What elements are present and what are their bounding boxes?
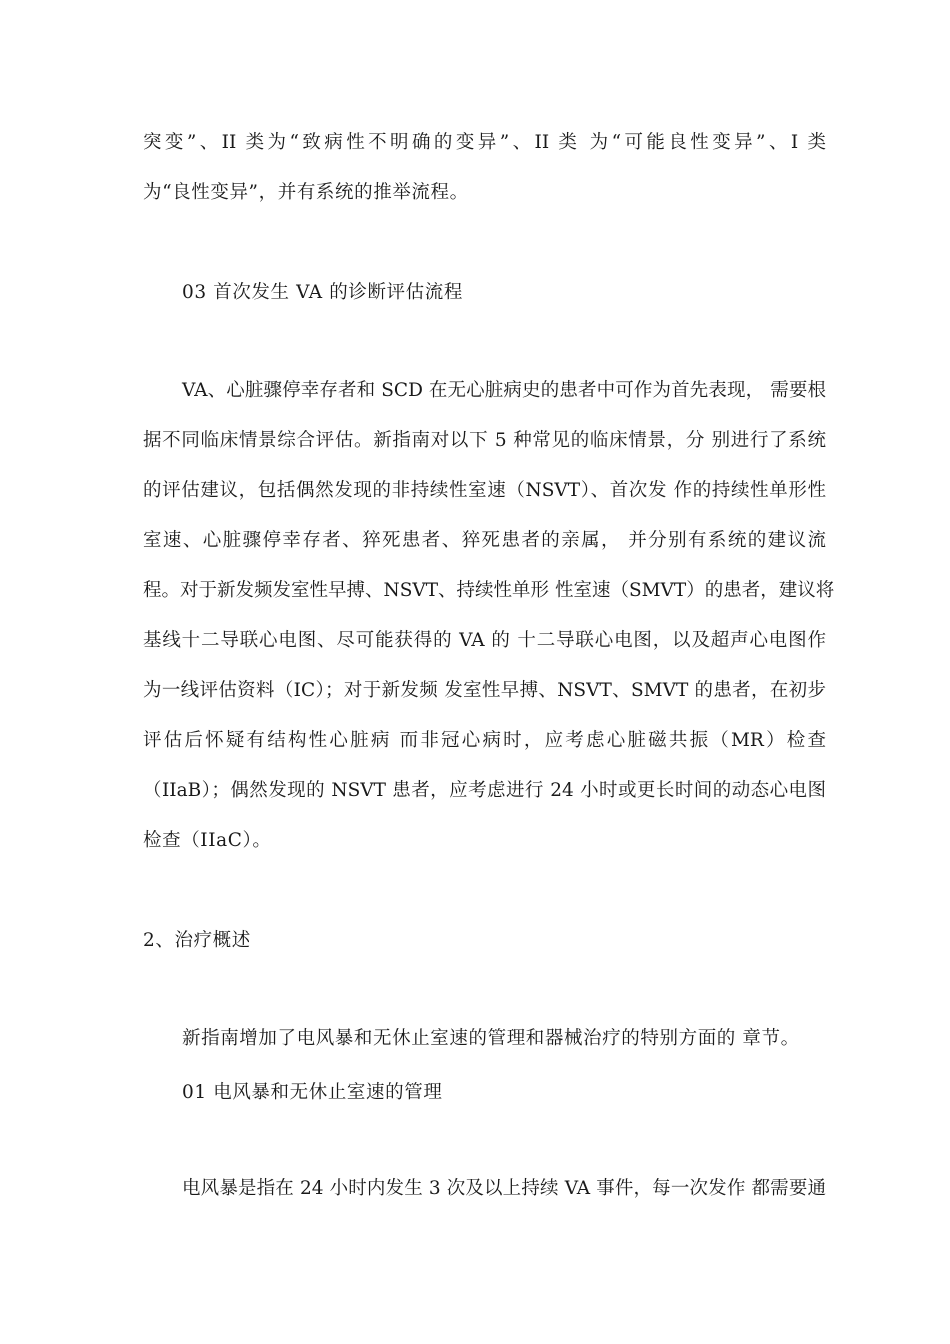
storm-paragraph-line: 电风暴是指在 24 小时内发生 3 次及以上持续 VA 事件，每一次发作 都需要通 <box>182 1178 826 1199</box>
va-paragraph-line: 评估后怀疑有结构性心脏病 而非冠心病时，应考虑心脏磁共振（MR）检查 <box>143 730 826 751</box>
section-heading-2: 2、治疗概述 <box>143 930 251 951</box>
va-paragraph-line: 程。对于新发频发室性早搏、NSVT、持续性单形 性室速（SMVT）的患者，建议将 <box>143 580 835 601</box>
treatment-paragraph: 新指南增加了电风暴和无休止室速的管理和器械治疗的特别方面的 章节。 <box>182 1028 800 1049</box>
va-paragraph-line: 为一线评估资料（IC）；对于新发频 发室性早搏、NSVT、SMVT 的患者，在初步 <box>143 680 826 701</box>
va-paragraph-line: 室速、心脏骤停幸存者、猝死患者、猝死患者的亲属， 并分别有系统的建议流 <box>143 530 826 551</box>
va-paragraph-line: 检查（IIaC）。 <box>143 830 272 851</box>
classification-text-line: 突变”、II 类为“致病性不明确的变异”、II 类 为“可能良性变异”、I 类 <box>143 132 826 153</box>
va-paragraph-line: VA、心脏骤停幸存者和 SCD 在无心脏病史的患者中可作为首先表现， 需要根 <box>182 380 826 401</box>
section-heading-01: 01 电风暴和无休止室速的管理 <box>182 1082 443 1103</box>
va-paragraph-line: （IIaB）；偶然发现的 NSVT 患者，应考虑进行 24 小时或更长时间的动态心电图 <box>143 780 826 801</box>
classification-text-line: 为“良性变异”，并有系统的推举流程。 <box>143 182 469 203</box>
section-heading-03: 03 首次发生 VA 的诊断评估流程 <box>182 282 463 303</box>
va-paragraph-line: 的评估建议，包括偶然发现的非持续性室速（NSVT）、首次发 作的持续性单形性 <box>143 480 826 501</box>
va-paragraph-line: 据不同临床情景综合评估。新指南对以下 5 种常见的临床情景，分 别进行了系统 <box>143 430 826 451</box>
va-paragraph-line: 基线十二导联心电图、尽可能获得的 VA 的 十二导联心电图，以及超声心电图作 <box>143 630 826 651</box>
